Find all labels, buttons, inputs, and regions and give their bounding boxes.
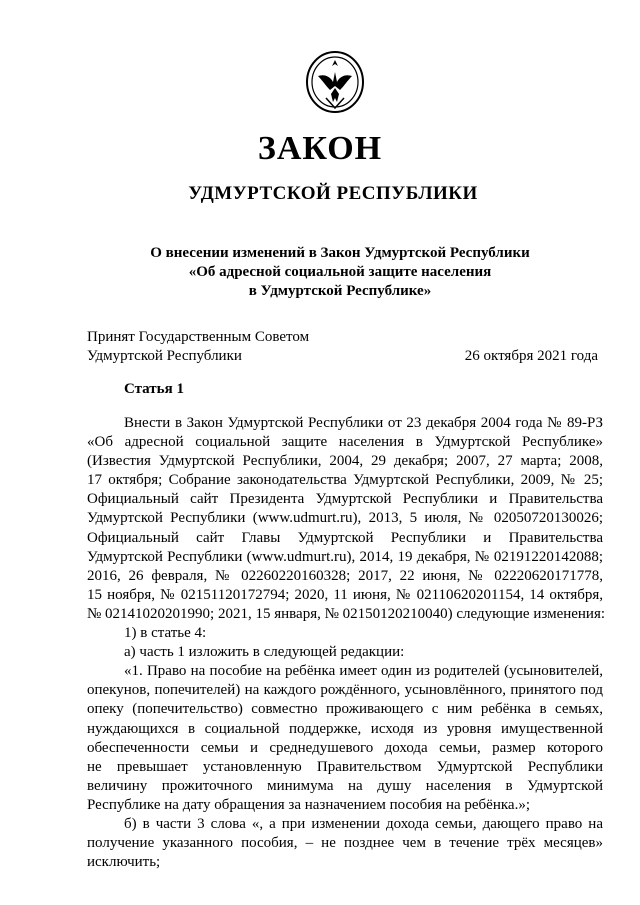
law-name-line: О внесении изменений в Закон Удмуртской Республики [150, 245, 530, 261]
adoption-info [87, 328, 309, 366]
body-line: нуждающихся в социальной поддержке, исходя из уровня имущественной [87, 720, 603, 737]
body-line: Республике на дату обращения за назначением пособия на ребёнка.»; [87, 796, 530, 813]
body-line: № 02141020201990; 2021, 15 января, № 02150120210040) следующие изменения: [87, 605, 606, 622]
body-line: Официальный сайт Президента Удмуртской Республики и Правительства [87, 491, 603, 508]
document-title: ЗАКОН [257, 130, 383, 167]
adoption-line: Удмуртской Республики [87, 348, 242, 364]
body-line: величину прожиточного минимума на душу населения в Удмуртской [87, 777, 603, 794]
body-line: Удмуртской Республики (www.udmurt.ru), 2013, 5 июля, № 02050720130026; [87, 510, 603, 527]
body-line: не превышает установленную Правительством Удмуртской Республики [87, 758, 603, 775]
document-subtitle: УДМУРТСКОЙ РЕСПУБЛИКИ [188, 183, 478, 204]
body-line: опеку (попечительство) совместно проживающего с ним ребёнка в семьях, [87, 701, 603, 718]
udmurt-coat-of-arms-icon [304, 50, 366, 118]
body-line: 2016, 26 февраля, № 02260220160328; 2017, 22 июня, № 02220620171778, [87, 567, 603, 584]
body-line: получение указанного пособия, – не позднее чем в течение трёх месяцев» [87, 835, 603, 852]
body-line: Удмуртской Республики (www.udmurt.ru), 2014, 19 декабря, № 02191220142088; [87, 548, 603, 565]
body-line: исключить; [87, 854, 161, 871]
body-line: Внести в Закон Удмуртской Республики от 23 декабря 2004 года № 89-РЗ [124, 415, 603, 431]
body-line: «Об адресной социальной защите населения в Удмуртской Республике» [87, 434, 603, 451]
body-line: (Известия Удмуртской Республики, 2004, 29 декабря; 2007, 27 марта; 2008, [87, 453, 603, 470]
law-name [100, 244, 580, 301]
body-line: а) часть 1 изложить в следующей редакции: [124, 644, 405, 661]
law-name-line: в Удмуртской Республике» [248, 283, 432, 299]
body-line: б) в части 3 слова «, а при изменении дохода семьи, дающего право на [124, 815, 603, 832]
body-line: 1) в статье 4: [124, 625, 207, 642]
body-line: Официальный сайт Главы Удмуртской Республики и Правительства [87, 529, 603, 546]
body-line: 17 октября; Собрание законодательства Удмуртской Республики, 2009, № 25; [87, 472, 603, 489]
body-line: обеспеченности семьи и среднедушевого дохода семьи, размер которого [87, 739, 603, 756]
article-heading: Статья 1 [124, 381, 184, 397]
body-line: «1. Право на пособие на ребёнка имеет один из родителей (усыновителей, [124, 663, 603, 680]
article-body [87, 414, 606, 872]
adoption-line: Принят Государственным Советом [87, 329, 310, 345]
body-line: опекунов, попечителей) на каждого рождённого, усыновлённого, принятого под [87, 682, 603, 699]
adoption-date: 26 октября 2021 года [464, 348, 598, 364]
law-name-line: «Об адресной социальной защите населения [188, 264, 492, 280]
body-line: 15 ноября, № 02151120172794; 2020, 11 июня, № 02110620201154, 14 октября, [87, 586, 603, 603]
